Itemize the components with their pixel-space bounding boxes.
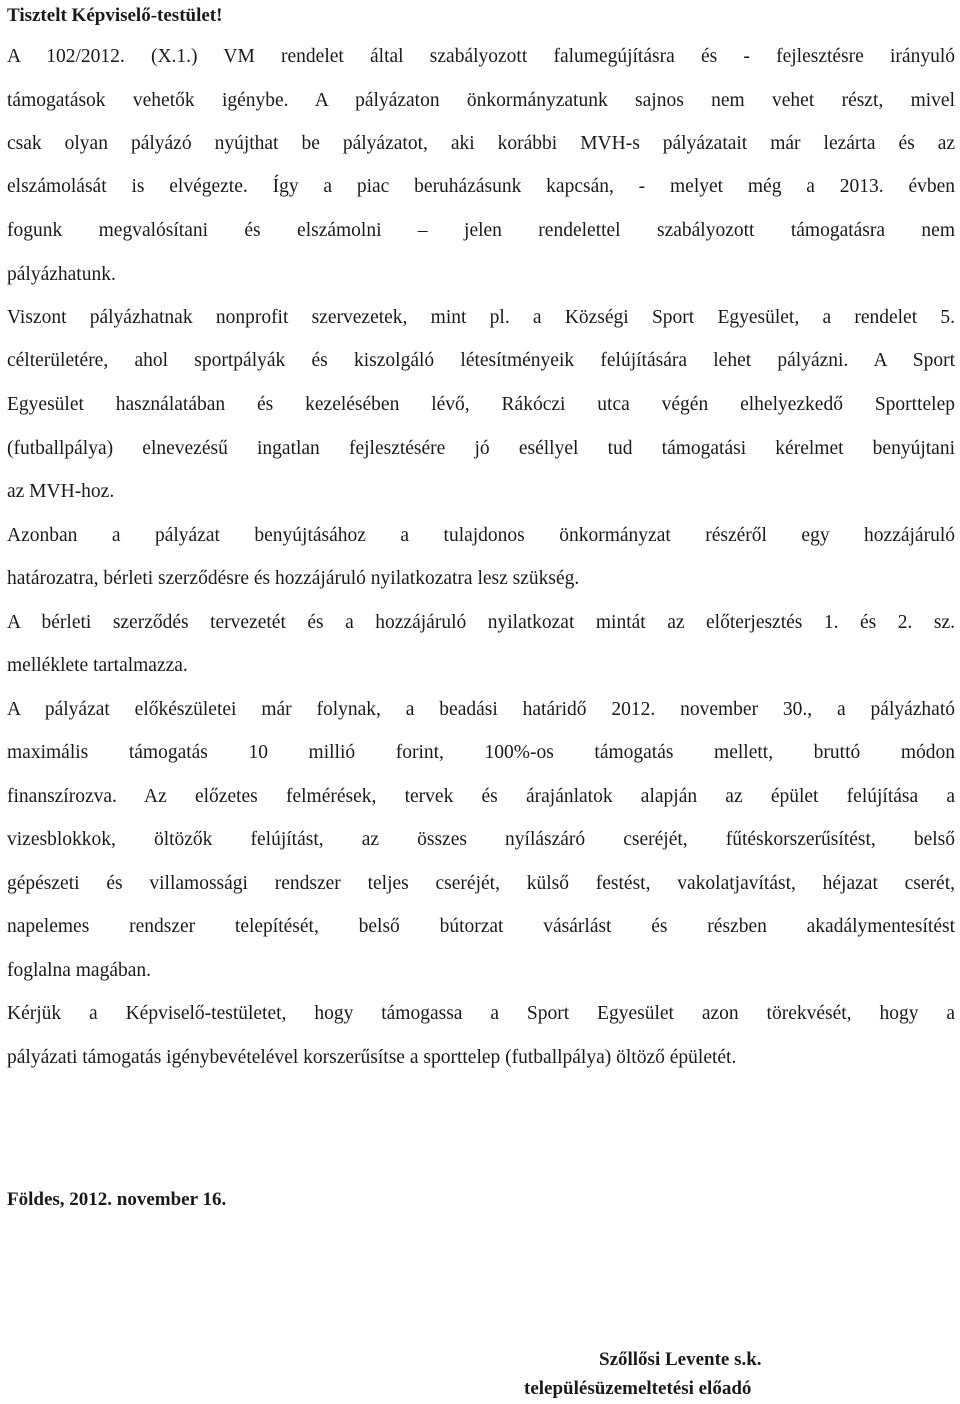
paragraph-line: célterületére, ahol sportpályák és kiszolgáló létesítményeik felújítására lehet pályázni. A Sport: [7, 350, 955, 371]
salutation: Tisztelt Képviselő-testület!: [7, 5, 223, 26]
paragraph-line: A pályázat előkészületei már folynak, a beadási határidő 2012. november 30., a pályázható: [7, 699, 955, 720]
paragraph-line: fogunk megvalósítani és elszámolni – jelen rendelettel szabályozott támogatásra nem: [7, 220, 955, 241]
paragraph-line: A 102/2012. (X.1.) VM rendelet által szabályozott falumegújításra és - fejlesztésre irányuló: [7, 46, 955, 67]
paragraph-line: A bérleti szerződés tervezetét és a hozzájáruló nyilatkozat mintát az előterjesztés 1. és 2. sz.: [7, 612, 955, 633]
paragraph-line: napelemes rendszer telepítését, belső bútorzat vásárlást és részben akadálymentesítést: [7, 916, 955, 937]
paragraph-line: gépészeti és villamossági rendszer teljes cseréjét, külső festést, vakolatjavítást, héjazat cserét,: [7, 873, 955, 894]
paragraph-line: elszámolását is elvégezte. Így a piac beruházásunk kapcsán, - melyet még a 2013. évben: [7, 176, 955, 197]
paragraph-line: melléklete tartalmazza.: [7, 655, 188, 676]
paragraph-line: az MVH-hoz.: [7, 481, 115, 502]
paragraph-line: vizesblokkok, öltözők felújítást, az összes nyílászáró cseréjét, fűtéskorszerűsítést, belső: [7, 829, 955, 850]
paragraph-line: csak olyan pályázó nyújthat be pályázatot, aki korábbi MVH-s pályázatait már lezárta és az: [7, 133, 955, 154]
paragraph-line: Azonban a pályázat benyújtásához a tulajdonos önkormányzat részéről egy hozzájáruló: [7, 525, 955, 546]
paragraph-line: finanszírozva. Az előzetes felmérések, tervek és árajánlatok alapján az épület felújítása a: [7, 786, 955, 807]
paragraph-line: Egyesület használatában és kezelésében lévő, Rákóczi utca végén elhelyezkedő Sporttelep: [7, 394, 955, 415]
paragraph-line: pályázhatunk.: [7, 264, 116, 285]
paragraph-line: maximális támogatás 10 millió forint, 100%-os támogatás mellett, bruttó módon: [7, 742, 955, 763]
paragraph-line: (futballpálya) elnevezésű ingatlan fejlesztésére jó eséllyel tud támogatási kérelmet benyújtani: [7, 438, 955, 459]
paragraph-line: foglalna magában.: [7, 960, 152, 981]
paragraph-line: határozatra, bérleti szerződésre és hozzájáruló nyilatkozatra lesz szükség.: [7, 568, 580, 589]
date-line: Földes, 2012. november 16.: [7, 1189, 227, 1210]
paragraph-line: Kérjük a Képviselő-testületet, hogy támogassa a Sport Egyesület azon törekvését, hogy a: [7, 1003, 955, 1024]
signature-title: településüzemeltetési előadó: [524, 1378, 752, 1399]
paragraph-line: pályázati támogatás igénybevételével korszerűsítse a sporttelep (futballpálya) öltöző épületét.: [7, 1047, 737, 1068]
paragraph-line: Viszont pályázhatnak nonprofit szervezetek, mint pl. a Községi Sport Egyesület, a rendelet 5.: [7, 307, 955, 328]
paragraph-line: támogatások vehetők igénybe. A pályázaton önkormányzatunk sajnos nem vehet részt, mivel: [7, 90, 955, 111]
signature-name: Szőllősi Levente s.k.: [599, 1349, 762, 1370]
